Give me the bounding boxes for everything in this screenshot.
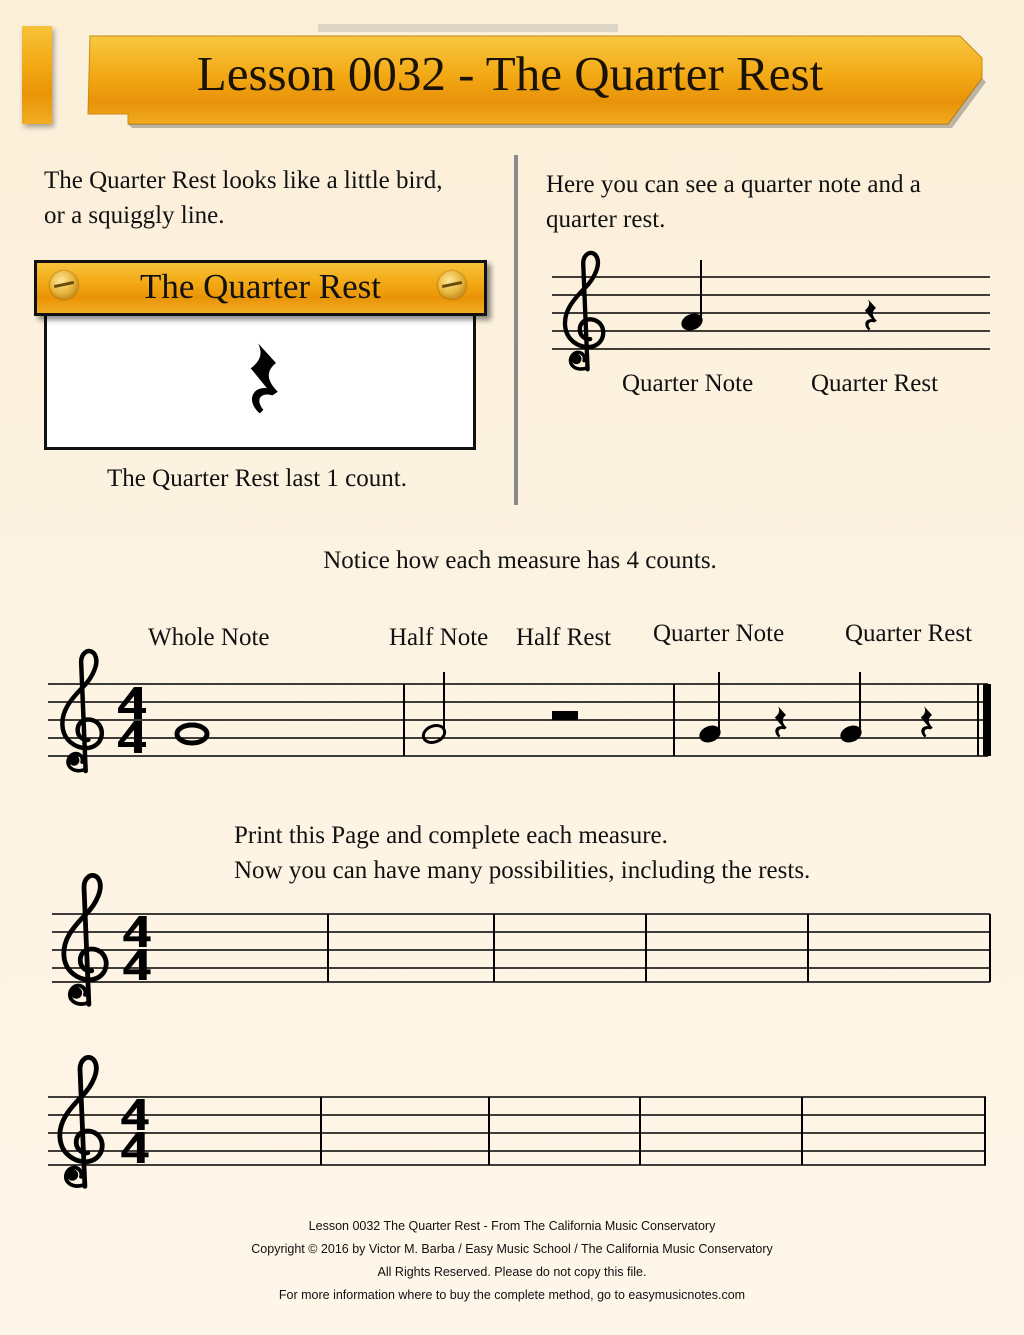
half-rest-symbol [552, 711, 578, 720]
intro-line-2: or a squiggly line. [44, 202, 225, 229]
example-text [546, 167, 921, 237]
quarter-rest-symbol [865, 299, 877, 330]
quarter-rest-symbol [775, 706, 787, 737]
label-quarter-rest: Quarter Rest [811, 370, 939, 397]
label-quarter-note: Quarter Note [622, 370, 754, 397]
example-staff [550, 240, 995, 380]
counts-staff [46, 640, 996, 780]
treble-clef-icon [62, 651, 101, 771]
treble-clef-icon [60, 1057, 102, 1186]
quarter-rest-caption: The Quarter Rest last 1 count. [107, 465, 407, 492]
footer-line-1: Lesson 0032 The Quarter Rest - From The California Music Conservatory [308, 1219, 716, 1233]
quarter-note-symbol [838, 672, 864, 746]
banner-left-tab [22, 26, 52, 124]
label-whole-note: Whole Note [148, 624, 270, 651]
column-divider [514, 155, 518, 505]
intro-line-1: The Quarter Rest looks like a little bird, [44, 167, 443, 194]
quarter-rest-symbol [249, 335, 285, 427]
practice-staff-2 [46, 1050, 996, 1200]
whole-note-symbol [177, 725, 207, 743]
treble-clef-icon [64, 875, 106, 1004]
exercise-line-1: Print this Page and complete each measure. [234, 822, 668, 849]
final-bar-thick [983, 684, 991, 756]
label-half-note: Half Note [389, 624, 489, 651]
quarter-rest-card [44, 309, 476, 450]
quarter-rest-card-title: The Quarter Rest [139, 267, 382, 306]
intro-text [44, 163, 443, 233]
example-line-2: quarter rest. [546, 206, 666, 233]
footer-line-4: For more information where to buy the complete method, go to easymusicnotes.com [278, 1288, 746, 1302]
example-line-1: Here you can see a quarter note and a [546, 171, 921, 198]
page-title: Lesson 0032 - The Quarter Rest [196, 46, 824, 101]
quarter-rest-symbol [921, 706, 933, 737]
counts-heading: Notice how each measure has 4 counts. [323, 547, 717, 574]
time-signature-icon [121, 1099, 148, 1163]
exercise-line-2: Now you can have many possibilities, including the rests. [234, 857, 811, 884]
footer-line-3: All Rights Reserved. Please do not copy this file. [377, 1265, 647, 1279]
label-quarter-rest: Quarter Rest [845, 620, 973, 647]
quarter-note-symbol [697, 672, 723, 746]
time-signature-icon [123, 916, 150, 980]
quarter-note-symbol [679, 260, 705, 334]
label-half-rest: Half Rest [516, 624, 612, 651]
half-note-symbol [421, 672, 447, 746]
practice-staff-1 [46, 868, 996, 1018]
label-quarter-note: Quarter Note [653, 620, 785, 647]
footer-line-2: Copyright © 2016 by Victor M. Barba / Easy Music School / The California Music Conservatory [251, 1242, 773, 1256]
treble-clef-icon [565, 253, 603, 369]
